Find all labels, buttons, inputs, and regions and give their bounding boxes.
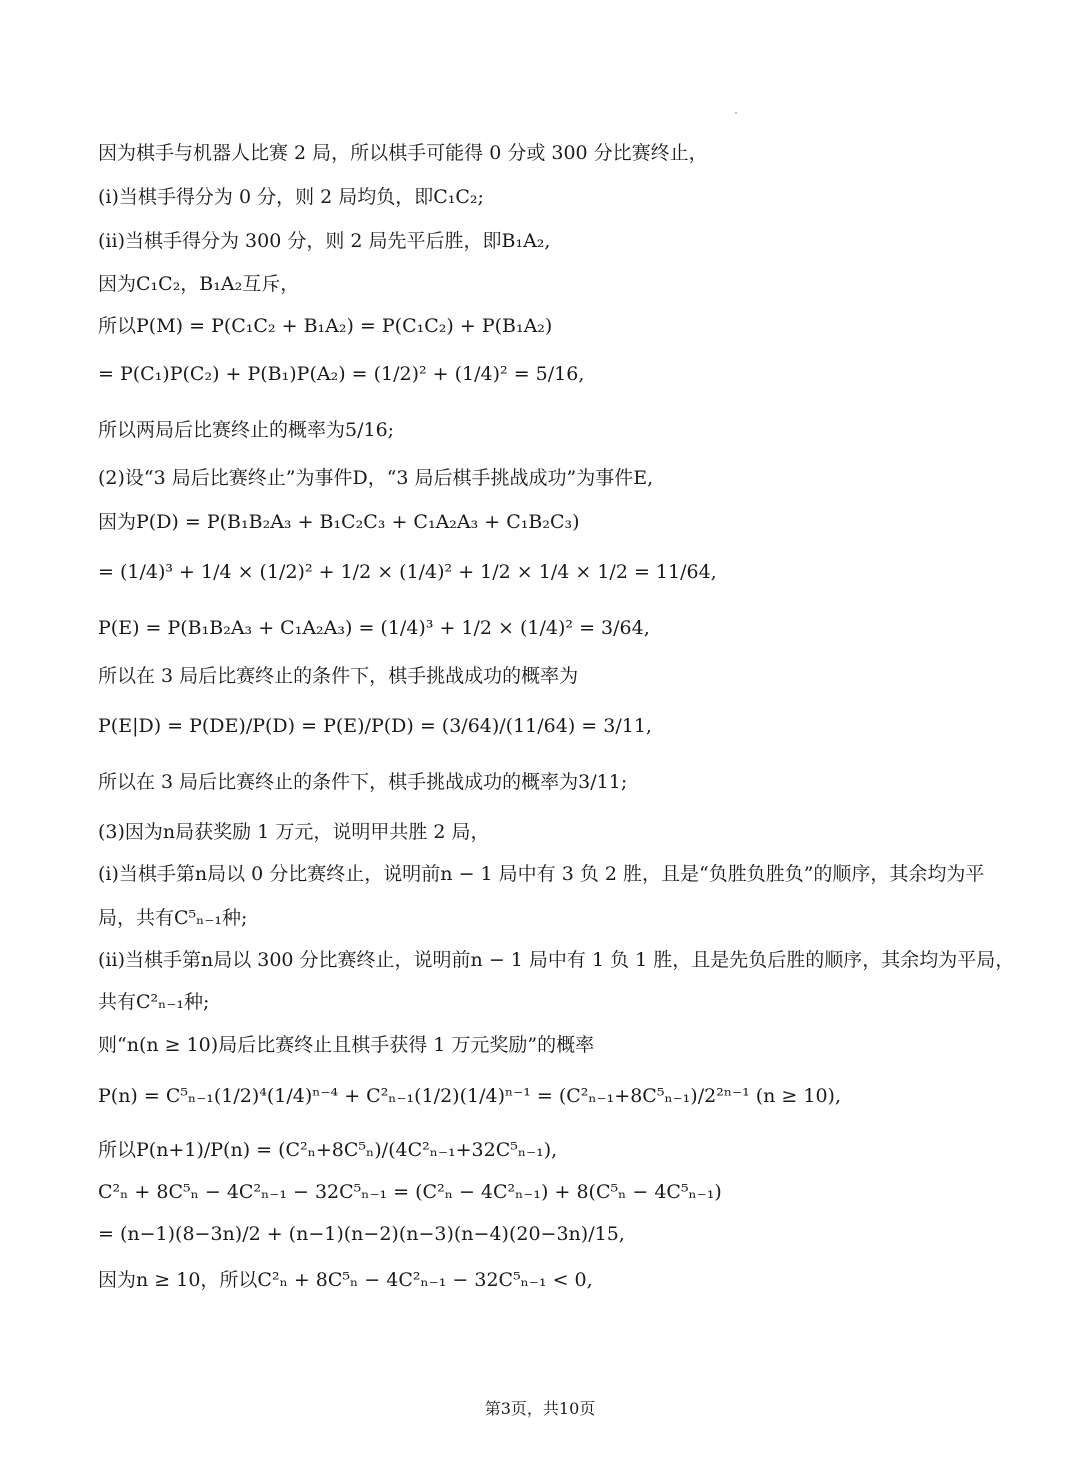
formula-line: (ii)当棋手第n局以 300 分比赛终止，说明前n − 1 局中有 1 负 1 胜，且是先负后胜的顺序，其余均为平局， [98, 949, 1015, 971]
formula-line: 则“n(n ≥ 10)局后比赛终止且棋手获得 1 万元奖励”的概率 [98, 1034, 595, 1056]
formula-line: 局，共有C⁵ₙ₋₁种; [98, 907, 248, 929]
formula-line [98, 185, 1020, 209]
scan-speck [735, 112, 737, 114]
formula-line: P(E) = P(B₁B₂A₃ + C₁A₂A₃) = (1/4)³ + 1/2 × (1/4)² = 3/64, [98, 617, 650, 639]
formula-line: 所以在 3 局后比赛终止的条件下，棋手挑战成功的概率为3/11; [98, 771, 628, 793]
formula-line: 因为P(D) = P(B₁B₂A₃ + B₁C₂C₃ + C₁A₂A₃ + C₁B₂C₃) [98, 511, 580, 533]
formula-line: P(n) = C⁵ₙ₋₁(1/2)⁴(1/4)ⁿ⁻⁴ + C²ₙ₋₁(1/2)(1/4)ⁿ⁻¹ = (C²ₙ₋₁+8C⁵ₙ₋₁)/2²ⁿ⁻¹ (n ≥ 10), [98, 1085, 842, 1107]
line-content: (i)当棋手得分为 0 分，则 2 局均负，即C₁C₂; [98, 186, 484, 208]
formula-line: (ii)当棋手得分为 300 分，则 2 局先平后胜，即B₁A₂, [98, 230, 551, 252]
formula-line: 所以两局后比赛终止的概率为5/16; [98, 419, 395, 441]
formula-line: P(E|D) = P(DE)/P(D) = P(E)/P(D) = (3/64)/(11/64) = 3/11, [98, 715, 652, 737]
formula-line: 所以P(n+1)/P(n) = (C²ₙ+8C⁵ₙ)/(4C²ₙ₋₁+32C⁵ₙ₋₁), [98, 1139, 558, 1161]
formula-line: (2)设“3 局后比赛终止”为事件D，“3 局后棋手挑战成功”为事件E, [98, 467, 654, 489]
formula-line: 共有C²ₙ₋₁种; [98, 991, 210, 1013]
formula-line: = (1/4)³ + 1/4 × (1/2)² + 1/2 × (1/4)² + 1/2 × 1/4 × 1/2 = 11/64, [98, 561, 717, 583]
text-line: 所以在 3 局后比赛终止的条件下，棋手挑战成功的概率为 [98, 665, 579, 687]
formula-line: 因为n ≥ 10，所以C²ₙ + 8C⁵ₙ − 4C²ₙ₋₁ − 32C⁵ₙ₋₁ < 0, [98, 1269, 593, 1291]
formula-line: = P(C₁)P(C₂) + P(B₁)P(A₂) = (1/2)² + (1/4)² = 5/16, [98, 363, 585, 385]
formula-line: 所以P(M) = P(C₁C₂ + B₁A₂) = P(C₁C₂) + P(B₁A₂) [98, 315, 553, 337]
text-line: 因为棋手与机器人比赛 2 局，所以棋手可能得 0 分或 300 分比赛终止， [98, 142, 708, 164]
formula-line: = (n−1)(8−3n)/2 + (n−1)(n−2)(n−3)(n−4)(20−3n)/15, [98, 1223, 625, 1245]
formula-line: C²ₙ + 8C⁵ₙ − 4C²ₙ₋₁ − 32C⁵ₙ₋₁ = (C²ₙ − 4C²ₙ₋₁) + 8(C⁵ₙ − 4C⁵ₙ₋₁) [98, 1181, 722, 1203]
formula-line: (3)因为n局获奖励 1 万元，说明甲共胜 2 局， [98, 821, 490, 843]
formula-line: 因为C₁C₂，B₁A₂互斥， [98, 273, 300, 295]
page-footer: 第3页，共10页 [484, 1399, 596, 1418]
formula-line: (i)当棋手第n局以 0 分比赛终止，说明前n − 1 局中有 3 负 2 胜，且是“负胜负胜负”的顺序，其余均为平 [98, 863, 985, 885]
